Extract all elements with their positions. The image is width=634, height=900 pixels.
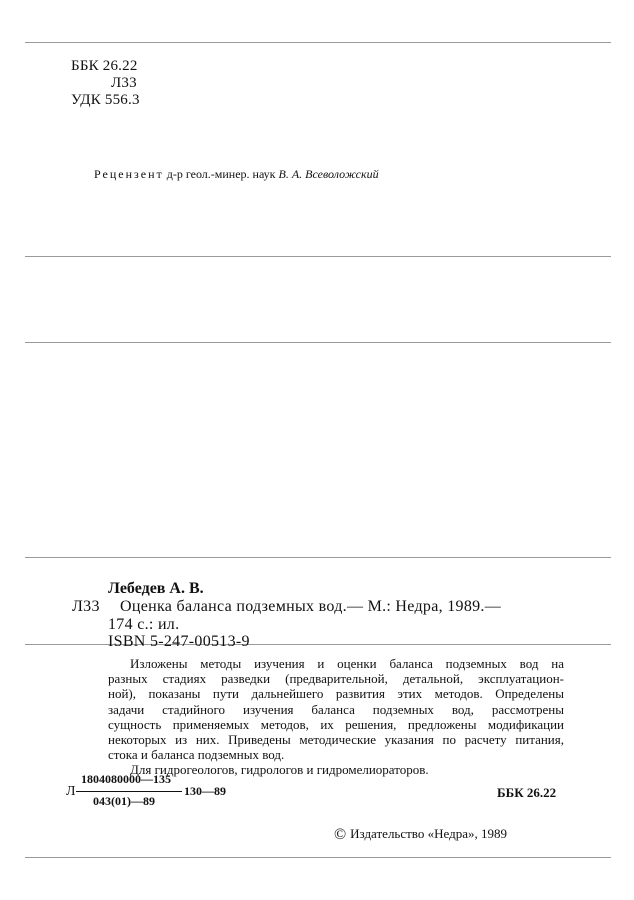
abstract-line: сущность применяемых методов, их решения, предложены модификации — [108, 716, 564, 732]
catalog-abstract — [108, 656, 564, 778]
catalog-bbk: ББК 26.22 — [497, 785, 557, 800]
catalog-pages-line: 174 с.: ил. — [108, 616, 180, 633]
reviewer-name: В. А. Всеволожский — [278, 167, 379, 181]
copyright-icon: © — [334, 826, 347, 843]
udk-code: УДК 556.3 — [71, 92, 140, 108]
copyright-line — [334, 826, 507, 844]
catalog-title-line: Оценка баланса подземных вод.— М.: Недра, 1989.— — [120, 598, 502, 615]
reviewer-degree: д-р геол.-минер. наук — [166, 167, 276, 181]
reviewer-line — [94, 167, 379, 182]
code-denominator: 043(01)—89 — [93, 794, 155, 808]
catalog-isbn: ISBN 5-247-00513-9 — [108, 633, 250, 650]
catalog-index: Л33 — [72, 598, 100, 615]
divider-rule-1 — [25, 256, 611, 257]
abstract-line: разных стадиях разведки (предварительной, детальной, эксплуатацион- — [108, 671, 564, 687]
reviewer-label: Рецензент — [94, 167, 164, 181]
top-rule — [25, 42, 611, 43]
abstract-audience: Для гидрогеологов, гидрологов и гидромелиораторов. — [130, 762, 429, 778]
code-prefix: Л — [66, 784, 76, 799]
author-mark-code: Л33 — [111, 75, 137, 91]
abstract-line: некоторых из них. Приведены методические указания по расчету питания, — [108, 732, 564, 748]
copyright-text: Издательство «Недра», 1989 — [350, 826, 507, 841]
abstract-line: ной), показаны пути дальнейшего развития этих методов. Определены — [108, 686, 564, 702]
publication-code — [66, 772, 266, 812]
divider-rule-2 — [25, 342, 611, 343]
abstract-line: Изложены методы изучения и оценки баланса подземных вод на — [130, 656, 564, 671]
code-suffix: 130—89 — [184, 784, 226, 798]
bbk-code: ББК 26.22 — [71, 58, 138, 74]
divider-rule-3 — [25, 557, 611, 558]
code-fraction-bar — [76, 791, 182, 792]
abstract-line: стока и баланса подземных вод. — [108, 747, 285, 763]
abstract-line: задачи стадийного изучения баланса подземных вод, рассмотрены — [108, 701, 564, 717]
bottom-rule — [25, 857, 611, 858]
catalog-author: Лебедев А. В. — [108, 580, 204, 597]
code-numerator: 1804080000—135 — [81, 772, 171, 786]
